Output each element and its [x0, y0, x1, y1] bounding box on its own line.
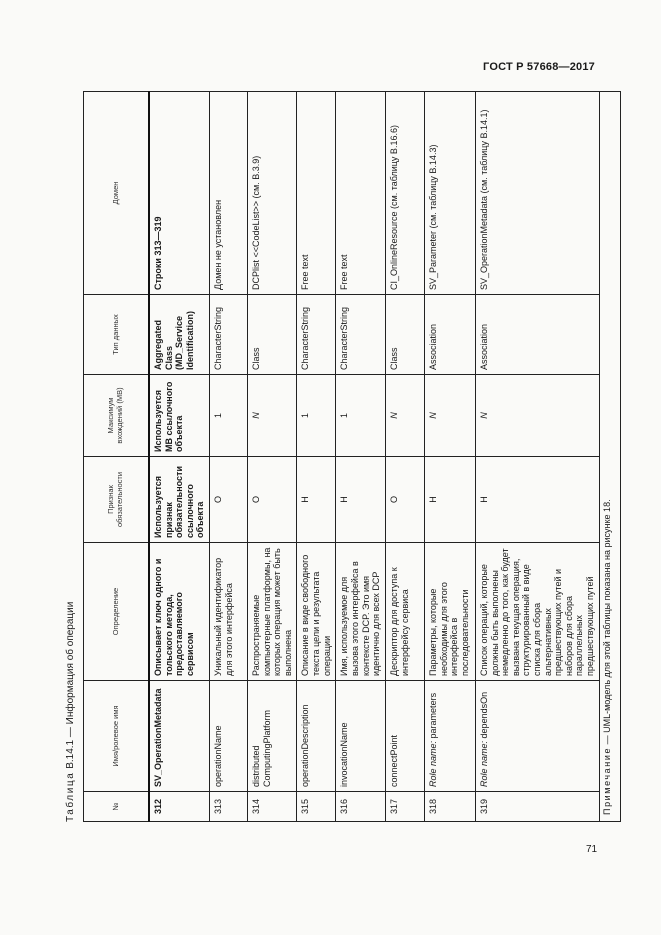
role-name-prefix: Role name:: [478, 740, 489, 787]
cell-domain: DCPlist <<CodeList>> (см. В.3.9): [248, 92, 297, 295]
cell-definition: Параметры, которые необходимы для этого интерфейса в последовательности: [424, 543, 475, 681]
cell-definition: Описание в виде свободного текста цели и результата операции: [297, 543, 336, 681]
table-header-row: [84, 92, 150, 822]
rotated-table-area: [61, 92, 612, 822]
cell-name: operationName: [210, 681, 248, 792]
caption-number: В.14.1: [65, 739, 76, 769]
cell-obligation: Н: [424, 457, 475, 543]
col-header-name: Имя/ролевое имя: [84, 681, 150, 792]
page-number: 71: [586, 844, 598, 855]
cell-definition: Распространяемые компьютерные платформы, на которых операция может быть выполнена: [248, 543, 297, 681]
caption-label: Таблица: [65, 771, 76, 822]
cell-type: Class: [385, 295, 424, 375]
table-row: [336, 92, 385, 822]
table-caption: [61, 602, 81, 822]
cell-name: operationDescription: [297, 681, 336, 792]
role-name-prefix: Role name:: [427, 740, 438, 787]
cell-definition: Имя, используемое для вызова этого интерфейса в контексте DCP. Это имя идентично для всех DCP: [336, 543, 385, 681]
cell-max: 1: [297, 375, 336, 457]
cell-definition: Уникальный идентификатор для этого интерфейса: [210, 543, 248, 681]
cell-name: connectPoint: [385, 681, 424, 792]
table-row: [297, 92, 336, 822]
cell-name: [424, 681, 475, 792]
cell-num: 313: [210, 792, 248, 822]
cell-obligation: Н: [475, 457, 599, 543]
col-header-obligation: Признак обязательности: [84, 457, 150, 543]
table-note: [599, 92, 620, 822]
table-note-row: [599, 92, 620, 822]
cell-max: N: [475, 375, 599, 457]
col-header-domain: Домен: [84, 92, 150, 295]
cell-obligation: O: [248, 457, 297, 543]
cell-num: 318: [424, 792, 475, 822]
cell-num: 314: [248, 792, 297, 822]
cell-domain: CI_OnlineResource (см. таблицу В.16.6): [385, 92, 424, 295]
cell-domain: Домен не установлен: [210, 92, 248, 295]
role-name-value: parameters: [427, 692, 438, 739]
col-header-type: Тип данных: [84, 295, 150, 375]
note-label: Примечание: [601, 746, 612, 815]
cell-num: 315: [297, 792, 336, 822]
col-header-definition: Определение: [84, 543, 150, 681]
cell-max: 1: [210, 375, 248, 457]
caption-title: — Информация об операции: [65, 601, 76, 738]
table-row: [210, 92, 248, 822]
cell-max: N: [424, 375, 475, 457]
cell-type: CharacterString: [336, 295, 385, 375]
cell-name: [475, 681, 599, 792]
table-row: [149, 92, 210, 822]
role-name-value: dependsOn: [478, 691, 489, 739]
cell-domain: Строки 313—319: [149, 92, 210, 295]
cell-domain: Free text: [297, 92, 336, 295]
cell-name: SV_OperationMetadata: [149, 681, 210, 792]
cell-type: CharacterString: [297, 295, 336, 375]
cell-num: 319: [475, 792, 599, 822]
cell-obligation: Н: [336, 457, 385, 543]
cell-domain: SV_OperationMetadata (см. таблицу В.14.1): [475, 92, 599, 295]
table-row: [475, 92, 599, 822]
cell-definition: Описывает ключ одного и тольcкого метода, предоставляемого сервисом: [149, 543, 210, 681]
cell-type: Association: [424, 295, 475, 375]
table-row: [424, 92, 475, 822]
table-row: [248, 92, 297, 822]
cell-max: N: [248, 375, 297, 457]
cell-obligation: O: [385, 457, 424, 543]
cell-num: 312: [149, 792, 210, 822]
cell-name: distributed ComputingPlatform: [248, 681, 297, 792]
cell-num: 316: [336, 792, 385, 822]
cell-name: invocationName: [336, 681, 385, 792]
cell-type: Association: [475, 295, 599, 375]
cell-domain: Free text: [336, 92, 385, 295]
cell-definition: Дескриптор для доступа к интерфейсу сервиса: [385, 543, 424, 681]
document-header: ГОСТ Р 57668—2017: [483, 61, 595, 73]
operation-info-table: [83, 91, 621, 822]
cell-max: 1: [336, 375, 385, 457]
cell-type: Aggregated Class (MD_Service Identification): [149, 295, 210, 375]
cell-num: 317: [385, 792, 424, 822]
col-header-max: Максимум вхождений (MB): [84, 375, 150, 457]
col-header-num: №: [84, 792, 150, 822]
cell-obligation: Н: [297, 457, 336, 543]
cell-domain: SV_Parameter (см. таблицу В.14.3): [424, 92, 475, 295]
cell-type: CharacterString: [210, 295, 248, 375]
cell-type: Class: [248, 295, 297, 375]
table-row: [385, 92, 424, 822]
cell-max: Используется MB ссылочного объекта: [149, 375, 210, 457]
cell-definition: Список операций, которые должны быть выполнены немедленно до того, как будет вызвана текущая операция, структурированный в виде списка для сбора альтернативных предшествующих путей и наборов для сбора параллельных предшествующих путей: [475, 543, 599, 681]
cell-obligation: O: [210, 457, 248, 543]
cell-obligation: Используется признак обязательности ссылочного объекта: [149, 457, 210, 543]
note-text: — UML-модель для этой таблицы показана на рисунке 18.: [601, 499, 612, 745]
cell-max: N: [385, 375, 424, 457]
